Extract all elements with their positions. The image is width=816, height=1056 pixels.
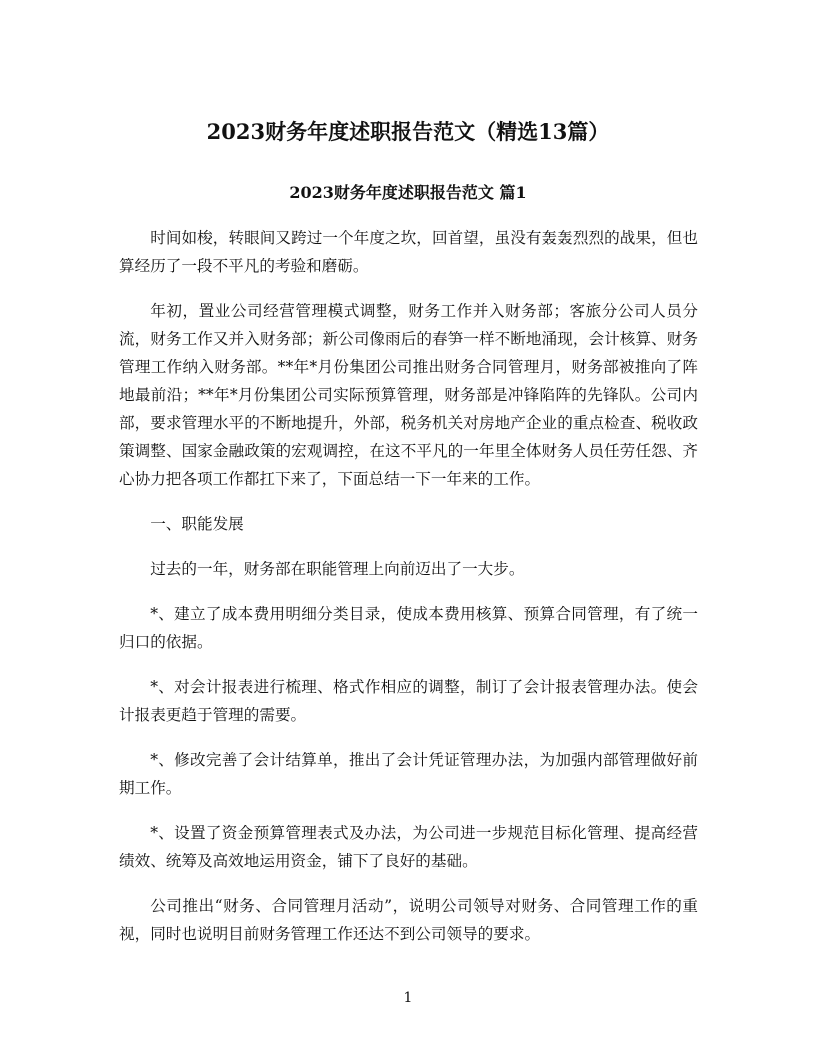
list-item-report-reform: *、对会计报表进行梳理、格式作相应的调整，制订了会计报表管理办法。使会计报表更趋于管理的需要。	[119, 678, 698, 724]
page-number: 1	[403, 990, 413, 1006]
paragraph-function-summary: 过去的一年，财务部在职能管理上向前迈出了一大步。	[150, 560, 525, 578]
section-title: 2023财务年度述职报告范文 篇1	[289, 183, 527, 202]
document-title: 2023财务年度述职报告范文（精选13篇）	[206, 119, 610, 144]
heading-function-development: 一、职能发展	[150, 515, 244, 533]
paragraph-intro: 时间如梭，转眼间又跨过一个年度之坎，回首望，虽没有轰轰烈烈的战果，但也算经历了一段不平凡的考验和磨砺。	[119, 229, 698, 275]
document-body	[119, 224, 698, 965]
list-item-settlement-voucher: *、修改完善了会计结算单，推出了会计凭证管理办法，为加强内部管理做好前期工作。	[119, 751, 698, 797]
paragraph-management-month: 公司推出“财务、合同管理月活动”，说明公司领导对财务、合同管理工作的重视，同时也说明目前财务管理工作还达不到公司领导的要求。	[119, 897, 698, 943]
list-item-fund-budget: *、设置了资金预算管理表式及办法，为公司进一步规范目标化管理、提高经营绩效、统筹及高效地运用资金，铺下了良好的基础。	[119, 824, 698, 870]
list-item-cost-catalog: *、建立了成本费用明细分类目录，使成本费用核算、预算合同管理，有了统一归口的依据。	[119, 605, 698, 651]
paragraph-background: 年初，置业公司经营管理模式调整，财务工作并入财务部；客旅分公司人员分流，财务工作又并入财务部；新公司像雨后的春笋一样不断地涌现，会计核算、财务管理工作纳入财务部。**年*月份集团公司推出财务合同管理月，财务部被推向了阵地最前沿；**年*月份集团公司实际预算管理，财务部是冲锋陷阵的先锋队。公司内部，要求管理水平的不断地提升，外部，税务机关对房地产企业的重点检查、税收政策调整、国家金融政策的宏观调控，在这不平凡的一年里全体财务人员任劳任怨、齐心协力把各项工作都扛下来了，下面总结一下一年来的工作。	[119, 302, 698, 488]
